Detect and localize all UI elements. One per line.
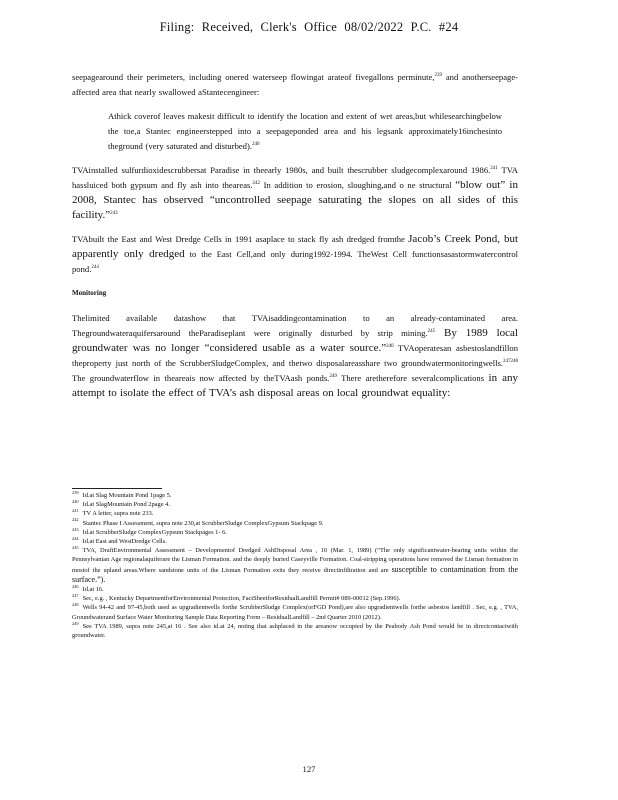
footnote-text: Wells 94-42 and 97-45,both used as upgradientwells forthe ScrubberSludge Complex(orFGD Pond),are also upgradientwells forthe asbestos landfill . Sec, e.g. , TVA, Groundwaterand Surface Water Monitoring Sample Data Reporting Form – ResidualLandfill – 2nd Quarter 2010 (2012). bbox=[72, 604, 518, 621]
quote-text: Athick coverof leaves makesit difficult to identify the location and extent of wet areas,but whilesearchingbelow the toe,a Stantec engineerstepped into a seepageponded area and his legsank approximately16inchesinto theground (very saturated and disturbed). bbox=[108, 111, 502, 151]
text: and anotherseepage-affected area that nearly swallowed aStantecengineer: bbox=[72, 72, 518, 97]
footnote-ref[interactable]: 244 bbox=[91, 265, 99, 271]
text-large: Jacob’s Creek Pond, but apparently only dredged bbox=[72, 233, 519, 260]
footnote-text: TVA, DraftEnvironmental Assessment – Developmentof Dredged AshDisposal Area , 10 (Mar. 1, 1989) (“The only significantwater-bearing units within the Pennsylvanian Age regionalaquiferare the Lisman Formation. and the deeply buried Caseyville Formation. Coal-stripping operations have removed the Lisman formation in mostof the upland areas.Where sandstone units of the Lisman Formation exits they receive directinfiltration and are bbox=[72, 547, 518, 574]
footnote bbox=[72, 519, 518, 528]
text: Thelimited available datashow that TVAisaddingcontamination to an already-contaminated area. Thegroundwateraquifersaround theParadiseplant were originally disturbed by strip mining. bbox=[72, 313, 518, 338]
main-text bbox=[72, 70, 518, 410]
footnote-number: 243 bbox=[72, 526, 79, 532]
text-large: “blow out” in 2008, Stantec has observed “uncontrolled seepage saturating the slopes on all sides of this facility.” bbox=[72, 179, 518, 221]
footnote bbox=[72, 509, 518, 518]
footnote bbox=[72, 528, 518, 537]
footnote-text-large: susceptible to contamination from the surface.”). bbox=[72, 564, 518, 584]
footnote-text: Id.at ScrubberSludge ComplexGypsum Stackpages 1- 6. bbox=[82, 528, 227, 536]
footnote bbox=[72, 546, 518, 585]
text-large: By 1989 local groundwater was no longer “considered usable as a water source.” bbox=[72, 327, 518, 354]
footnote-number: 245 bbox=[72, 545, 79, 551]
footnote bbox=[72, 585, 518, 594]
footnote bbox=[72, 491, 518, 500]
text: TVAinstalled sulfurdioxidescrubbersat Paradise in theearly 1980s, and built thescrubber sludgecomplexaround 1986. bbox=[72, 165, 491, 175]
footnote-text: Sec, e.g. , Kentucky DepartmentforEnvironmental Protection, FactSheetforResidualLandfill Permit# 089-00012 (Sep.1996). bbox=[82, 595, 401, 603]
footnote-text: Id.at 16. bbox=[82, 586, 104, 594]
footnote-number: 244 bbox=[72, 535, 79, 541]
footnote-divider bbox=[72, 488, 162, 489]
text: In addition to erosion, sloughing,and o ne structural bbox=[260, 180, 456, 190]
footnotes bbox=[72, 491, 518, 640]
footnote-text: Stantec Phase I Assessment, supra note 230,at ScrubberSludge ComplexGypsum Stackpage 9. bbox=[82, 519, 324, 527]
text: seepagearound their perimeters, including onered waterseep flowingat arateof fivegallons perminute, bbox=[72, 72, 435, 82]
block-quote bbox=[108, 109, 502, 154]
footnote-ref[interactable]: 241 bbox=[490, 166, 498, 172]
text: There aretherefore severalcomplications bbox=[336, 373, 489, 383]
footnote bbox=[72, 594, 518, 603]
paragraph-scrubbers bbox=[72, 163, 518, 223]
footnote-text: TV A letter, supra note 233. bbox=[82, 510, 154, 518]
footnote-ref[interactable]: 240 bbox=[252, 142, 260, 148]
text-large: in any attempt to isolate the effect of TVA’s ash disposal areas on local groundwat equality: bbox=[72, 372, 518, 399]
footnote-number: 247 bbox=[72, 593, 79, 599]
footnote-text: Id.at Slag Mountain Pond 1page 5. bbox=[82, 492, 172, 499]
footnote-ref[interactable]: 248 bbox=[510, 359, 518, 365]
footnote bbox=[72, 537, 518, 546]
text: TVAbuilt the East and West Dredge Cells in 1991 asaplace to stack fly ash dredged fromthe bbox=[72, 234, 409, 244]
footnote-ref[interactable]: 246 bbox=[386, 344, 394, 350]
footnote-number: 248 bbox=[72, 602, 79, 608]
text: to the East Cell,and only during1992-1994. TheWest Cell functionsasastormwatercontrol pond. bbox=[72, 249, 519, 274]
footnote bbox=[72, 622, 518, 640]
footnote-ref[interactable]: 247 bbox=[503, 359, 511, 365]
footnote-number: 241 bbox=[72, 508, 79, 514]
section-heading: Monitoring bbox=[72, 289, 107, 297]
paragraph-dredge-cells bbox=[72, 232, 518, 277]
footnote-text: Id.at East and WestDredge Cells. bbox=[82, 538, 167, 546]
footnote-ref[interactable]: 242 bbox=[252, 181, 261, 187]
paragraph-seepage bbox=[72, 70, 518, 100]
footnote-number: 249 bbox=[72, 620, 79, 626]
text: TVAoperatesan asbestoslandfillon theproperty just north of the ScrubberSludgeComplex, and thetwo disposalareasshare two groundwatermonitoringwells. bbox=[72, 343, 518, 368]
footnote bbox=[72, 603, 518, 621]
text: The groundwaterflow in theareais now affected by theTVAash ponds. bbox=[72, 373, 330, 383]
footnote-number: 240 bbox=[72, 499, 79, 505]
footnote bbox=[72, 500, 518, 509]
footnote-ref[interactable]: 239 bbox=[434, 73, 442, 79]
footnote-text: Id.at SlagMountain Pond 2page 4. bbox=[82, 501, 170, 509]
footnote-number: 246 bbox=[72, 583, 79, 589]
page-number: 127 bbox=[302, 764, 316, 774]
footnote-ref[interactable]: 245 bbox=[427, 329, 436, 335]
footnote-ref[interactable]: 249 bbox=[329, 374, 337, 380]
text: TVA hassluiced both gypsum and fly ash into theareas. bbox=[72, 165, 518, 190]
footnote-number: 239 bbox=[72, 489, 79, 495]
footnote-ref[interactable]: 243 bbox=[110, 211, 118, 217]
filing-header: Filing: Received, Clerk's Office 08/02/2022 P.C. #24 bbox=[159, 20, 459, 34]
paragraph-monitoring bbox=[72, 311, 518, 401]
footnote-number: 242 bbox=[72, 517, 79, 523]
footnote-text: See TVA 1989, supra note 245,at 16 . See also id.at 24, noting that ashplaced in the areanow occupied by the Peabody Ash Pond would be in directcontactwith groundwater. bbox=[72, 622, 518, 640]
